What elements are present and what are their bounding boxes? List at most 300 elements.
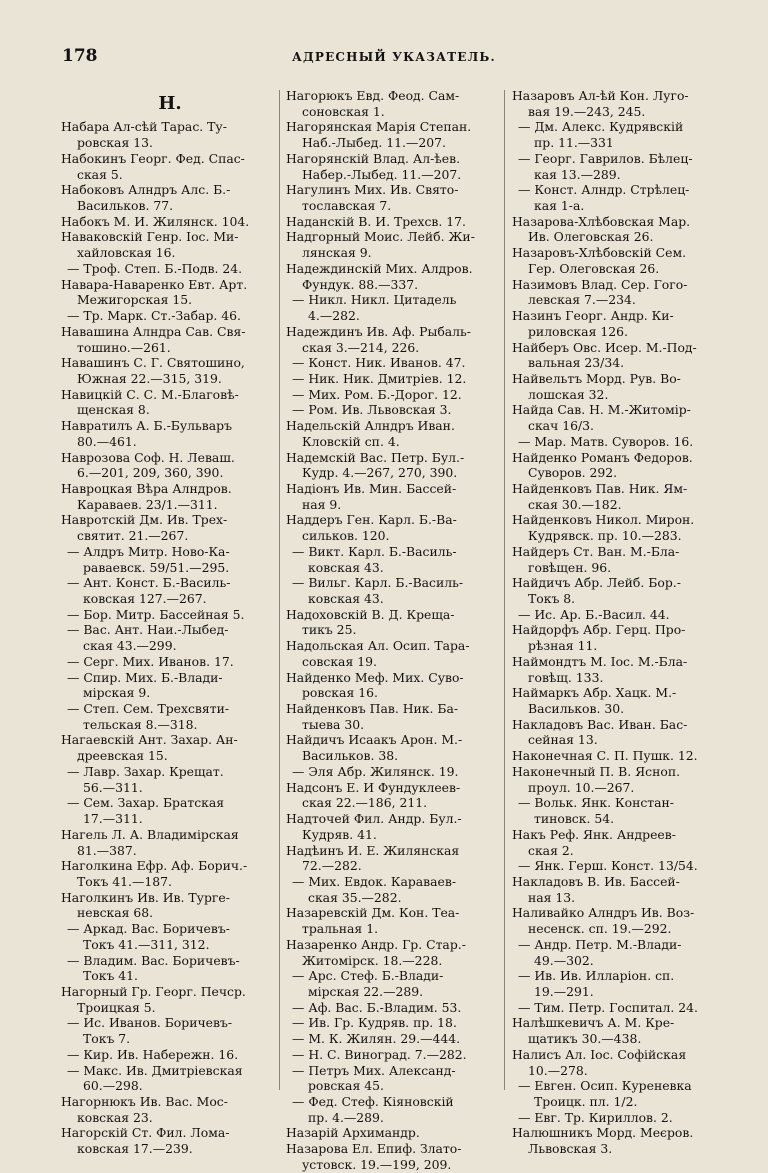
- entry-line: 72.—282.: [302, 858, 362, 874]
- directory-entry: [61, 654, 279, 670]
- entry-line: Набокъ М. И. Жилянск. 104.: [61, 213, 250, 229]
- entry-line: рѣзная 11.: [528, 638, 598, 654]
- entry-line: ковская 23.: [77, 1109, 153, 1125]
- directory-entry: [286, 1031, 504, 1047]
- entry-line: — Георг. Гаврилов. Бѣлец-: [518, 150, 693, 166]
- entry-line: — Серг. Мих. Иванов. 17.: [67, 653, 234, 669]
- entry-line: дреевская 15.: [77, 748, 168, 764]
- entry-line: Троицк. пл. 1/2.: [534, 1094, 638, 1109]
- entry-line: тославская 7.: [302, 198, 392, 214]
- directory-entry: [286, 481, 504, 512]
- directory-entry: [286, 670, 504, 701]
- directory-entry: [512, 937, 730, 968]
- directory-entry: [286, 1047, 504, 1063]
- directory-entry: [512, 245, 730, 276]
- directory-entry: [61, 182, 279, 213]
- directory-entry: [286, 324, 504, 355]
- entry-line: тыева 30.: [302, 716, 365, 732]
- entry-line: ровская 13.: [77, 135, 153, 151]
- entry-line: 80.—461.: [77, 433, 137, 449]
- entry-line: ская 3.—214, 226.: [302, 339, 420, 355]
- directory-entry: [512, 1015, 730, 1046]
- entry-line: проул. 10.—267.: [528, 779, 635, 795]
- directory-entry: [286, 1000, 504, 1016]
- entry-line: — Аф. Вас. Б.-Владим. 53.: [292, 999, 462, 1015]
- directory-entry: [286, 418, 504, 449]
- entry-line: Кудрявск. пр. 10.—283.: [528, 528, 682, 544]
- directory-entry: [286, 450, 504, 481]
- directory-entry: [286, 1141, 504, 1172]
- directory-entry: [61, 890, 279, 921]
- entry-line: — М. К. Жилян. 29.—444.: [292, 1031, 461, 1047]
- entry-line: Найденковъ Никол. Мирон.: [512, 512, 695, 528]
- entry-line: Назарій Архимандр.: [286, 1125, 420, 1141]
- directory-column-3: [512, 88, 730, 1157]
- directory-entry: [512, 858, 730, 874]
- directory-entry: [286, 88, 504, 119]
- entry-line: Навратилъ А. Б.-Бульваръ: [61, 418, 232, 434]
- directory-entry: [512, 214, 730, 245]
- entry-line: скач 16/3.: [528, 418, 594, 434]
- directory-entry: [512, 874, 730, 905]
- directory-entry: [286, 874, 504, 905]
- entry-line: — Ант. Конст. Б.-Василь-: [67, 575, 231, 591]
- entry-line: Набара Ал-сѣй Тарас. Ту-: [61, 119, 227, 135]
- entry-line: несенск. сп. 19.—292.: [528, 921, 672, 937]
- entry-line: Суворов. 292.: [528, 465, 618, 481]
- directory-entry: [286, 182, 504, 213]
- entry-line: 81.—387.: [77, 842, 137, 858]
- entry-line: лошская 32.: [528, 386, 609, 402]
- directory-entry: [512, 622, 730, 653]
- entry-line: Навашинъ С. Г. Святошино,: [61, 355, 245, 371]
- entry-line: раваевск. 59/51.—295.: [83, 559, 230, 575]
- entry-line: 19.—291.: [534, 983, 594, 999]
- entry-line: Нагорянская Марія Степан.: [286, 119, 472, 135]
- directory-column-1: [61, 88, 279, 1157]
- entry-line: Налисъ Ал. Іос. Софійская: [512, 1046, 687, 1062]
- entry-line: — Конст. Алндр. Стрѣлец-: [518, 182, 690, 198]
- entry-line: Наголкинъ Ив. Ив. Турге-: [61, 889, 230, 905]
- entry-line: — Алдръ Митр. Ново-Ка-: [67, 543, 230, 559]
- entry-line: святит. 21.—267.: [77, 528, 189, 544]
- entry-line: Кудряв. 41.: [302, 826, 377, 842]
- entry-line: Кудр. 4.—267, 270, 390.: [302, 465, 458, 481]
- directory-entry: [286, 544, 504, 575]
- directory-entry: [512, 402, 730, 433]
- entry-line: Назаревскій Дм. Кон. Теа-: [286, 905, 460, 921]
- directory-entry: [286, 292, 504, 323]
- directory-entry: [61, 1047, 279, 1063]
- entry-line: — Владим. Вас. Боричевъ-: [67, 952, 240, 968]
- entry-line: Найденко Романъ Федоров.: [512, 449, 693, 465]
- directory-entry: [512, 308, 730, 339]
- entry-line: Фундук. 88.—337.: [302, 276, 419, 292]
- directory-entry: [286, 575, 504, 606]
- entry-line: ская 22.—186, 211.: [302, 795, 428, 811]
- entry-line: Наливайко Алндръ Ив. Воз-: [512, 905, 695, 921]
- directory-entry: [286, 371, 504, 387]
- directory-entry: [512, 434, 730, 450]
- directory-entry: [512, 151, 730, 182]
- directory-entry: [61, 827, 279, 858]
- entry-line: 10.—278.: [528, 1062, 588, 1078]
- entry-line: — Ром. Ив. Львовская 3.: [292, 402, 452, 418]
- entry-line: — Андр. Петр. М.-Влади-: [518, 936, 682, 952]
- directory-entry: [286, 780, 504, 811]
- entry-line: 60.—298.: [83, 1078, 143, 1094]
- entry-line: Навицкій С. С. М.-Благовѣ-: [61, 386, 239, 402]
- entry-line: Назаровъ Ал-ѣй Кон. Луго-: [512, 88, 689, 103]
- entry-line: риловская 126.: [528, 323, 628, 339]
- directory-entry: [512, 764, 730, 795]
- directory-entry: [286, 843, 504, 874]
- entry-line: — Ис. Иванов. Боричевъ-: [67, 1015, 233, 1031]
- entry-line: тошино.—261.: [77, 339, 171, 355]
- directory-entry: [61, 622, 279, 653]
- directory-entry: [61, 355, 279, 386]
- directory-entry: [61, 732, 279, 763]
- entry-line: — Вильг. Карл. Б.-Василь-: [292, 575, 464, 591]
- entry-line: лянская 9.: [302, 245, 372, 261]
- entry-line: мірская 9.: [83, 685, 151, 701]
- entry-line: 56.—311.: [83, 779, 143, 795]
- entry-line: — Конст. Ник. Иванов. 47.: [292, 355, 466, 371]
- entry-line: совская 19.: [302, 653, 377, 669]
- entry-line: щенская 8.: [77, 402, 150, 418]
- entry-line: Наконечный П. В. Ясноп.: [512, 763, 681, 779]
- entry-line: Налѣшкевичъ А. М. Кре-: [512, 1015, 675, 1031]
- entry-line: ковская 43.: [308, 591, 384, 606]
- entry-line: Найдичъ Абр. Лейб. Бор.-: [512, 575, 681, 591]
- entry-line: Найда Сав. Н. М.-Житомір-: [512, 402, 691, 418]
- directory-entry: [61, 214, 279, 230]
- directory-entry: [61, 261, 279, 277]
- entry-line: ская 35.—282.: [308, 889, 402, 905]
- entry-line: — Мих. Евдок. Караваев-: [292, 873, 457, 889]
- entry-line: Найберъ Овс. Исер. М.-Под-: [512, 339, 697, 355]
- entry-line: Наймондтъ М. Іос. М.-Бла-: [512, 653, 688, 669]
- entry-line: 6.—201, 209, 360, 390.: [77, 465, 224, 481]
- entry-line: Надельскій Алндръ Иван.: [286, 418, 455, 434]
- directory-entry: [61, 858, 279, 889]
- entry-line: — Ис. Ар. Б.-Васил. 44.: [518, 606, 670, 622]
- directory-entry: [61, 512, 279, 543]
- entry-line: ровская 45.: [308, 1078, 384, 1094]
- entry-line: — Дм. Алекс. Кудрявскій: [518, 119, 684, 135]
- entry-line: ная 9.: [302, 496, 342, 512]
- entry-line: тиновск. 54.: [534, 811, 615, 827]
- entry-line: Токъ 7.: [83, 1031, 131, 1047]
- entry-line: Надгорный Моис. Лейб. Жи-: [286, 229, 475, 245]
- entry-line: Набер.-Лыбед. 11.—207.: [302, 166, 462, 182]
- entry-line: хайловская 16.: [77, 245, 176, 261]
- entry-line: — Никл. Никл. Цитадель: [292, 292, 457, 308]
- entry-line: Нагулинъ Мих. Ив. Свято-: [286, 182, 459, 198]
- entry-line: Нагорный Гр. Георг. Печср.: [61, 983, 246, 999]
- directory-entry: [512, 748, 730, 764]
- directory-entry: [61, 544, 279, 575]
- entry-line: — Лавр. Захар. Крещат.: [67, 763, 224, 779]
- directory-entry: [61, 984, 279, 1015]
- entry-line: Навротскій Дм. Ив. Трех-: [61, 512, 228, 528]
- directory-entry: [512, 1078, 730, 1109]
- directory-entry: [61, 324, 279, 355]
- entry-line: Надточей Фил. Андр. Бул.-: [286, 811, 462, 827]
- entry-line: Надемскій Вас. Петр. Бул.-: [286, 449, 465, 465]
- entry-line: Навроцкая Вѣра Алндров.: [61, 480, 232, 496]
- entry-line: ская 5.: [77, 166, 123, 182]
- entry-line: — Спир. Мих. Б.-Влади-: [67, 669, 223, 685]
- entry-line: Назарова Ел. Епиф. Злато-: [286, 1141, 462, 1157]
- entry-line: 4.—282.: [308, 308, 360, 324]
- entry-line: соновская 1.: [302, 103, 385, 119]
- entry-line: Нагорскій Ст. Фил. Лома-: [61, 1125, 230, 1141]
- directory-entry: [512, 1110, 730, 1126]
- entry-line: Васильков. 30.: [528, 701, 625, 717]
- directory-entry: [286, 732, 504, 763]
- directory-entry: [286, 1125, 504, 1141]
- entry-line: Накладовъ Вас. Иван. Бас-: [512, 716, 688, 732]
- directory-entry: [61, 575, 279, 606]
- entry-line: — Сем. Захар. Братская: [67, 795, 225, 811]
- entry-line: Навашина Алндра Сав. Свя-: [61, 323, 246, 339]
- directory-entry: [61, 481, 279, 512]
- entry-line: Набокинъ Георг. Фед. Спас-: [61, 150, 245, 166]
- entry-line: Надольская Ал. Осип. Тара-: [286, 638, 470, 654]
- directory-entry: [286, 811, 504, 842]
- directory-entry: [61, 418, 279, 449]
- directory-entry: [61, 670, 279, 701]
- directory-entry: [286, 402, 504, 418]
- entry-line: Нагорюкъ Евд. Феод. Сам-: [286, 88, 460, 103]
- entry-line: 17.—311.: [83, 811, 143, 827]
- entry-line: ная 13.: [528, 889, 576, 905]
- directory-entry: [286, 638, 504, 669]
- directory-entry: [286, 151, 504, 182]
- entry-line: Троицкая 5.: [77, 999, 156, 1015]
- entry-line: Надіонъ Ив. Мин. Бассей-: [286, 480, 457, 496]
- directory-entry: [512, 717, 730, 748]
- directory-entry: [61, 450, 279, 481]
- directory-entry: [512, 607, 730, 623]
- entry-line: Найдорфъ Абр. Герц. Про-: [512, 622, 686, 638]
- directory-entry: [512, 685, 730, 716]
- entry-line: — Арс. Стеф. Б.-Влади-: [292, 968, 444, 984]
- directory-entry: [61, 953, 279, 984]
- directory-entry: [286, 1015, 504, 1031]
- directory-entry: [286, 701, 504, 732]
- directory-entry: [61, 1015, 279, 1046]
- entry-line: — Евг. Тр. Кириллов. 2.: [518, 1109, 673, 1125]
- directory-entry: [286, 387, 504, 403]
- entry-line: кая 1-а.: [534, 198, 585, 214]
- entry-line: — Степ. Сем. Трехсвяти-: [67, 701, 230, 717]
- entry-line: левская 7.—234.: [528, 292, 636, 308]
- directory-entry: [512, 905, 730, 936]
- entry-line: пр. 4.—289.: [308, 1109, 384, 1125]
- page-number: 178: [62, 46, 98, 66]
- entry-line: Найвельтъ Морд. Рув. Во-: [512, 370, 681, 386]
- directory-entry: [512, 654, 730, 685]
- entry-line: Ив. Олеговская 26.: [528, 229, 654, 245]
- entry-line: мірская 22.—289.: [308, 983, 424, 999]
- entry-line: Нагаевскій Ант. Захар. Ан-: [61, 732, 238, 748]
- entry-line: Наб.-Лыбед. 11.—207.: [302, 135, 446, 151]
- entry-line: Накъ Реф. Янк. Андреев-: [512, 826, 676, 842]
- entry-line: вальная 23/34.: [528, 355, 625, 371]
- entry-line: Найденковъ Пав. Ник. Ям-: [512, 480, 688, 496]
- entry-line: тикъ 25.: [302, 622, 357, 638]
- entry-line: — Бор. Митр. Бассейная 5.: [67, 606, 245, 622]
- entry-line: щатикъ 30.—438.: [528, 1031, 642, 1047]
- entry-line: Назинъ Георг. Андр. Ки-: [512, 308, 674, 324]
- entry-line: — Викт. Карл. Б.-Василь-: [292, 543, 457, 559]
- entry-line: кая 13.—289.: [534, 166, 621, 182]
- entry-line: Токъ 41.—311, 312.: [83, 936, 210, 952]
- entry-line: пр. 11.—331: [534, 135, 614, 151]
- directory-entry: [286, 119, 504, 150]
- entry-line: — Ив. Ив. Илларіон. сп.: [518, 968, 675, 984]
- directory-entry: [286, 1094, 504, 1125]
- directory-entry: [286, 512, 504, 543]
- directory-entry: [286, 214, 504, 230]
- entry-line: Надоховскій В. Д. Крещa-: [286, 606, 455, 622]
- entry-line: Налюшникъ Морд. Меєров.: [512, 1125, 694, 1141]
- entry-line: Нагорянскій Влад. Ал-ѣев.: [286, 150, 461, 166]
- entry-line: — Ив. Гр. Кудряв. пр. 18.: [292, 1015, 457, 1031]
- entry-line: Токъ 8.: [528, 591, 576, 606]
- entry-line: Найденковъ Пав. Ник. Ба-: [286, 701, 459, 717]
- entry-line: Надѣинъ И. Е. Жилянская: [286, 842, 460, 858]
- directory-entry: [61, 308, 279, 324]
- directory-entry: [61, 1063, 279, 1094]
- entry-line: ковская 17.—239.: [77, 1141, 193, 1157]
- entry-line: Назарова-Хлѣбовская Мар.: [512, 213, 691, 229]
- entry-line: Наврозова Соф. Н. Левaш.: [61, 449, 235, 465]
- directory-entry: [286, 968, 504, 999]
- directory-entry: [512, 1125, 730, 1156]
- entry-line: Надеждинскій Мих. Алдров.: [286, 260, 473, 276]
- directory-entry: [512, 182, 730, 213]
- entry-line: вая 19.—243, 245.: [528, 103, 646, 119]
- entry-line: Набоковъ Алндръ Алс. Б.-: [61, 182, 231, 198]
- directory-entry: [286, 229, 504, 260]
- entry-line: Львовская 3.: [528, 1141, 613, 1157]
- page-header: [0, 46, 768, 76]
- entry-line: Назимовъ Влад. Сер. Гого-: [512, 276, 688, 292]
- entry-line: тельская 8.—318.: [83, 716, 198, 732]
- directory-entry: [512, 450, 730, 481]
- entry-line: Межигорская 15.: [77, 292, 193, 308]
- entry-line: Васильков. 38.: [302, 748, 399, 764]
- directory-entry: [61, 921, 279, 952]
- entry-line: — Фед. Стеф. Кіяновскій: [292, 1094, 454, 1109]
- entry-line: ская 43.—299.: [83, 638, 177, 654]
- directory-entry: [61, 1094, 279, 1125]
- entry-line: говѣщ. 133.: [528, 669, 604, 685]
- entry-line: ковская 127.—267.: [83, 591, 207, 606]
- entry-line: — Вольк. Янк. Констан-: [518, 795, 674, 811]
- entry-line: — Эля Абр. Жилянск. 19.: [292, 763, 459, 779]
- entry-line: Найдеръ Ст. Ван. М.-Бла-: [512, 543, 680, 559]
- directory-entry: [512, 481, 730, 512]
- entry-line: — Янк. Герш. Конст. 13/54.: [518, 858, 698, 874]
- column-divider: [279, 90, 280, 1090]
- directory-entry: [61, 701, 279, 732]
- directory-entry: [512, 968, 730, 999]
- entry-line: Гер. Олеговская 26.: [528, 260, 660, 276]
- directory-entry: [512, 1047, 730, 1078]
- entry-line: — Евген. Осип. Куреневка: [518, 1078, 692, 1094]
- directory-entry: [61, 151, 279, 182]
- entry-line: устовск. 19.—199, 209.: [302, 1156, 452, 1172]
- entry-line: Токъ 41.: [83, 968, 138, 984]
- entry-line: — Ник. Ник. Дмитріев. 12.: [292, 370, 467, 386]
- directory-entry: [512, 1000, 730, 1016]
- entry-line: тральная 1.: [302, 921, 379, 937]
- entry-line: Васильков. 77.: [77, 198, 174, 214]
- entry-line: Надсонъ Е. И Фундуклеев-: [286, 779, 461, 795]
- directory-entry: [61, 119, 279, 150]
- entry-line: — Петръ Мих. Александ-: [292, 1062, 456, 1078]
- running-title: АДРЕСНЫЙ УКАЗАТЕЛЬ.: [292, 50, 496, 64]
- entry-line: невская 68.: [77, 905, 154, 921]
- directory-entry: [61, 229, 279, 260]
- directory-entry: [286, 261, 504, 292]
- directory-entry: [512, 544, 730, 575]
- directory-entry: [61, 764, 279, 795]
- directory-entry: [512, 277, 730, 308]
- directory-entry: [512, 512, 730, 543]
- directory-entry: [286, 355, 504, 371]
- directory-entry: [61, 387, 279, 418]
- entry-line: 49.—302.: [534, 952, 594, 968]
- entry-line: Назаренко Андр. Гр. Стар.-: [286, 936, 466, 952]
- entry-line: — Тр. Марк. Ст.-Забар. 46.: [67, 308, 241, 324]
- directory-entry: [61, 1125, 279, 1156]
- entry-line: — Вас. Ант. Наи.-Лыбед-: [67, 622, 229, 638]
- entry-line: Наконечная С. П. Пушк. 12.: [512, 748, 698, 764]
- entry-line: — Тим. Петр. Госпитал. 24.: [518, 999, 698, 1015]
- entry-line: Найденко Меф. Мих. Суво-: [286, 669, 464, 685]
- directory-entry: [61, 277, 279, 308]
- entry-line: Кловскій сп. 4.: [302, 433, 400, 449]
- entry-line: Наголкина Ефр. Аф. Борич.-: [61, 858, 248, 874]
- entry-line: Наймаркъ Абр. Хацк. М.-: [512, 685, 677, 701]
- entry-line: — Мар. Матв. Суворов. 16.: [518, 433, 694, 449]
- directory-entry: [286, 764, 504, 780]
- column-divider: [504, 90, 505, 1090]
- directory-entry: [512, 119, 730, 150]
- directory-entry: [512, 575, 730, 606]
- directory-entry: [512, 340, 730, 371]
- entry-line: сейная 13.: [528, 732, 598, 748]
- entry-line: — Н. С. Виноград. 7.—282.: [292, 1046, 467, 1062]
- entry-line: говѣщен. 96.: [528, 559, 612, 575]
- entry-line: ровская 16.: [302, 685, 378, 701]
- entry-line: ская 2.: [528, 842, 574, 858]
- directory-entry: [512, 827, 730, 858]
- entry-line: ковская 43.: [308, 559, 384, 575]
- entry-line: — Троф. Степ. Б.-Подв. 24.: [67, 260, 243, 276]
- directory-entry: [286, 905, 504, 936]
- directory-entry: [61, 795, 279, 826]
- entry-line: Токъ 41.—187.: [77, 873, 172, 889]
- entry-line: ская 30.—182.: [528, 496, 622, 512]
- section-letter: Н.: [158, 93, 182, 114]
- entry-line: Наваковскій Генр. Іос. Ми-: [61, 229, 239, 245]
